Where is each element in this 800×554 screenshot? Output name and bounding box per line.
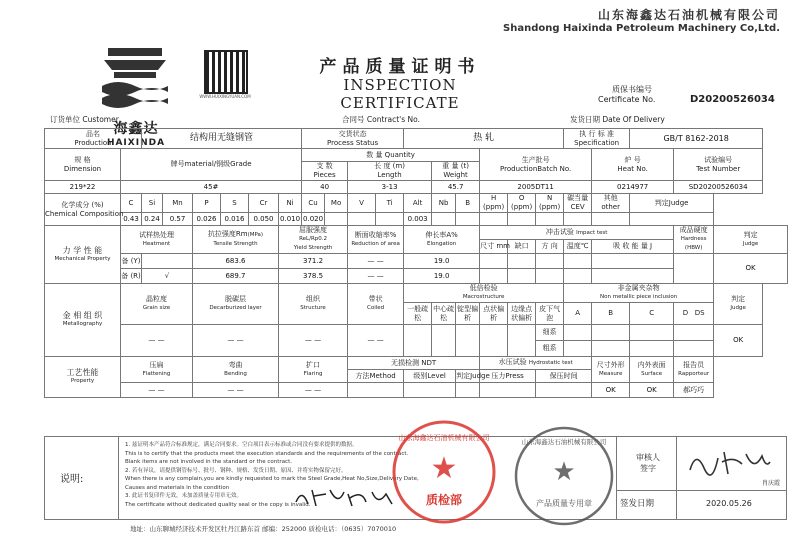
test-label: 试验编号 Test Number <box>674 149 763 181</box>
impact-cell <box>564 269 592 284</box>
chem-el: P <box>193 194 221 213</box>
chem-label: 化学成分 (%) Chemical Composition <box>45 194 121 226</box>
nm-col: A <box>564 303 592 325</box>
svg-text:★: ★ <box>430 451 458 486</box>
auditor-signature <box>684 442 774 482</box>
chem-val: 0.003 <box>404 213 432 226</box>
chem-val <box>376 213 404 226</box>
macro-val <box>508 325 536 357</box>
macro-val <box>432 325 456 357</box>
fine-label: 细系 <box>536 325 564 341</box>
certificate-table <box>44 128 788 398</box>
company-logo <box>100 46 170 116</box>
hydro-label: 水压试验 Hydrostatic test <box>480 357 592 370</box>
brand-name: 海鑫达 HAIXINDA <box>106 121 166 148</box>
chem-val <box>536 213 564 226</box>
chem-val: 0.010 <box>279 213 302 226</box>
note-line: When there is any complain,you are kindly requested to mark the Steel Grade,Heat No,Size,Delivery Date, <box>125 476 419 482</box>
chem-el: C <box>121 194 142 213</box>
chem-el: H (ppm) <box>480 194 508 213</box>
impact-dir: 方 向 <box>536 240 564 254</box>
impact-notch: 缺口 <box>508 240 536 254</box>
chem-el: B <box>456 194 480 213</box>
decarb-label: 脱碳层 Decarburized layer <box>193 284 279 325</box>
macro-label: 低倍检验 Macrostructure <box>404 284 564 303</box>
length-label: 长 度 (m) Length <box>348 162 432 181</box>
chem-val: 0.016 <box>221 213 249 226</box>
notes-divider <box>118 436 119 520</box>
heat-value: 0214977 <box>592 181 674 194</box>
quantity-label: 数 量 Quantity <box>302 149 480 162</box>
production-label: 品名 Production <box>45 129 142 149</box>
impact-cell <box>592 254 674 269</box>
heatment-label: 试样热处理 Heatment <box>121 226 193 254</box>
grain-value: — — <box>121 325 193 357</box>
ndt-method-value <box>348 383 404 398</box>
svg-text:产品质量专用章: 产品质量专用章 <box>536 499 592 508</box>
bending-label: 弯曲 Bending <box>193 357 279 383</box>
coiled-value: — — <box>348 325 404 357</box>
chem-el: O (ppm) <box>508 194 536 213</box>
process-label: 交货状态 Process Status <box>302 129 404 149</box>
cert-label-cn: 质保书编号 <box>612 85 652 94</box>
certificate-number: D20200526034 <box>690 94 775 105</box>
chem-val: 0.020 <box>302 213 325 226</box>
chem-val: 0.57 <box>163 213 193 226</box>
title-cn: 产品质量证明书 <box>319 57 481 77</box>
mech-row2-label: 备 (R) <box>121 269 142 284</box>
el-value-2: 19.0 <box>404 269 480 284</box>
metal-judge-label: 判定 Judge <box>714 284 763 325</box>
svg-text:★: ★ <box>552 457 576 487</box>
ra-value-2: — — <box>348 269 404 284</box>
bending-value: — — <box>193 383 279 398</box>
chem-el: Si <box>142 194 163 213</box>
macro-val <box>456 325 480 357</box>
note-line: The certificate without dedicated quality seal or the copy is invalid. <box>125 501 311 508</box>
chem-val: 0.24 <box>142 213 163 226</box>
batch-value: 2005DT11 <box>480 181 592 194</box>
svg-text:质检部: 质检部 <box>425 493 463 507</box>
pieces-label: 支 数 Pieces <box>302 162 348 181</box>
impact-cell <box>564 254 592 269</box>
ndt-judge: 判定Judge <box>456 370 480 383</box>
chem-el: Ti <box>376 194 404 213</box>
decarb-value: — — <box>193 325 279 357</box>
chem-val <box>325 213 348 226</box>
macro-col: 中心疏松 <box>432 303 456 325</box>
el-value-1: 19.0 <box>404 254 480 269</box>
test-value: SD20200526034 <box>674 181 763 194</box>
hydro-press-value <box>480 383 536 398</box>
length-value: 3-13 <box>348 181 432 194</box>
nm-col: D DS <box>674 303 714 325</box>
mech-check: √ <box>142 269 193 284</box>
grain-label: 晶粒度 Grain size <box>121 284 193 325</box>
chem-el: N (ppm) <box>536 194 564 213</box>
chem-val: 0.026 <box>193 213 221 226</box>
cert-label-en: Certificate No. <box>598 95 656 104</box>
nm-val <box>564 325 592 341</box>
yield-label: 屈服强度 ReL/Rp0.2 Yield Strength <box>279 226 348 254</box>
coiled-label: 带状 Coiled <box>348 284 404 325</box>
structure-label: 组织 Structure <box>279 284 348 325</box>
impact-cell <box>592 269 674 284</box>
auditor-label: 审核人 签字 <box>636 453 660 473</box>
chem-val <box>432 213 456 226</box>
auditor-name: 肖庆霞 <box>762 480 781 487</box>
ceq-label: 碳当量 CEV <box>564 194 592 213</box>
svg-text:山东海鑫达石油机械有限公司: 山东海鑫达石油机械有限公司 <box>398 434 490 442</box>
batch-label: 生产批号 ProductionBatch No. <box>480 149 592 181</box>
production-value: 结构用无缝钢管 <box>142 129 302 149</box>
flaring-value: — — <box>279 383 348 398</box>
weight-label: 重 量 (t) Weight <box>432 162 480 181</box>
ys-value-1: 371.2 <box>279 254 348 269</box>
surface-value: OK <box>630 383 674 398</box>
chem-val <box>348 213 376 226</box>
issue-date-label: 签发日期 <box>620 499 655 509</box>
impact-cell <box>508 269 536 284</box>
chem-el: S <box>221 194 249 213</box>
grade-value: 45# <box>121 181 302 194</box>
chem-el: Alt <box>404 194 432 213</box>
impact-cell <box>508 254 536 269</box>
impact-cell <box>536 254 564 269</box>
metal-label: 金 相 组 织 Metallography <box>45 284 121 357</box>
macro-col: 锭型偏析 <box>456 303 480 325</box>
size-value: 219*22 <box>45 181 121 194</box>
nm-val <box>592 325 630 341</box>
ra-value-1: — — <box>348 254 404 269</box>
sign-divider <box>616 436 617 520</box>
hardness-value <box>674 254 714 284</box>
ts-value-2: 689.7 <box>193 269 279 284</box>
spec-value: GB/T 8162-2018 <box>630 129 763 149</box>
impact-cell <box>536 269 564 284</box>
delivery-label: 发货日期 Date Of Delivery <box>570 115 665 124</box>
hardness-label: 成品硬度 Hardness (HBW) <box>674 226 714 254</box>
nm-val <box>592 341 630 357</box>
chem-el: Cu <box>302 194 325 213</box>
contract-label: 合同号 Contract's No. <box>342 115 420 124</box>
ts-value-1: 683.6 <box>193 254 279 269</box>
rapporteur-value: 郝巧巧 <box>674 383 714 398</box>
ndt-label: 无损检测 NDT <box>348 357 480 370</box>
nm-val <box>674 325 714 341</box>
chem-val <box>508 213 536 226</box>
nm-val <box>630 325 674 341</box>
hydro-time-value <box>536 383 592 398</box>
note-line: Causes and materials in the condition <box>125 484 230 491</box>
tensile-label: 抗拉强度Rm(MPa) Tensile Strength <box>193 226 279 254</box>
chem-el: Cr <box>249 194 279 213</box>
nonmetal-label: 非金属夹杂物 Non metallic piece inclusion <box>564 284 714 303</box>
coarse-label: 粗系 <box>536 341 564 357</box>
impact-label: 冲击试验 Impact test <box>480 226 674 240</box>
mech-judge-value: OK <box>714 254 788 284</box>
notes-label: 说明: <box>60 474 84 485</box>
process-value: 热 轧 <box>404 129 564 149</box>
company-name-en: Shandong Haixinda Petroleum Machinery Co,Ltd. <box>503 23 780 34</box>
structure-value: — — <box>279 325 348 357</box>
macro-val <box>404 325 432 357</box>
metal-judge-value: OK <box>714 325 763 357</box>
customer-label: 订货单位 Customer <box>50 115 119 124</box>
footer-address: 地址：山东聊城经济技术开发区牡丹江路东首 邮编：252000 质检电话：（0635）7070010 <box>130 525 397 533</box>
impact-temp: 温度℃ <box>564 240 592 254</box>
chem-val <box>456 213 480 226</box>
chem-val: 0.43 <box>121 213 142 226</box>
heat-label: 炉 号 Heat No. <box>592 149 674 181</box>
mech-judge-label: 判定 Judge <box>714 226 788 254</box>
company-name-cn: 山东海鑫达石油机械有限公司 <box>597 8 780 22</box>
chem-judge-label: 判定Judge <box>630 194 714 213</box>
measure-label: 尺寸外形 Measure <box>592 357 630 383</box>
macro-col: 皮下气泡 <box>536 303 564 325</box>
mech-label: 力 学 性 能 Mechanical Property <box>45 226 121 284</box>
dimension-label: 规 格 Dimension <box>45 149 121 181</box>
chem-el: Mn <box>163 194 193 213</box>
quality-stamp <box>390 418 498 526</box>
note-line: 3. 此证书复印件无效，未加盖质量专用章无效。 <box>125 493 242 499</box>
issue-date: 2020.05.26 <box>706 499 752 508</box>
ndt-method: 方法Method <box>348 370 404 383</box>
nm-val <box>674 341 714 357</box>
pieces-value: 40 <box>302 181 348 194</box>
hydro-time: 保压时间 <box>536 370 592 383</box>
svg-text:山东海鑫达石油机械有限公司: 山东海鑫达石油机械有限公司 <box>521 438 607 446</box>
ys-value-2: 378.5 <box>279 269 348 284</box>
weight-value: 45.7 <box>432 181 480 194</box>
ndt-level: 级别Level <box>404 370 456 383</box>
note-line: This is to certify that the products meet the execution standards and the requirements of the contract. <box>125 450 409 457</box>
impact-energy: 吸 收 能 量 J <box>592 240 674 254</box>
nm-val <box>564 341 592 357</box>
macro-col: 点状偏析 <box>480 303 508 325</box>
ndt-judge-value <box>456 383 480 398</box>
grade-label: 牌号material/钢级Grade <box>121 149 302 181</box>
other-value <box>592 213 630 226</box>
ceq-value <box>564 213 592 226</box>
mech-row1-heat <box>142 254 193 269</box>
hydro-press: 压力Press <box>480 370 536 383</box>
macro-col: 边缘点状偏析 <box>508 303 536 325</box>
title-en: INSPECTION CERTIFICATE <box>340 76 460 112</box>
nm-col: B <box>592 303 630 325</box>
chem-val: 0.050 <box>249 213 279 226</box>
process-prop-label: 工艺性能 Property <box>45 357 121 398</box>
flattening-value: — — <box>121 383 193 398</box>
macro-val <box>480 325 508 357</box>
impact-cell <box>480 269 508 284</box>
note-line: Blank items are not involved in the standard or the contract. <box>125 459 292 465</box>
nm-col: C <box>630 303 674 325</box>
rapporteur-label: 报告员 Rapporteur <box>674 357 714 383</box>
note-line: 1. 兹证明本产品符合标准规定，满足合同要求。空白项目表示标准或合同没有要求提供的数据。 <box>125 442 358 448</box>
sign-vline <box>676 436 677 520</box>
spec-label: 执 行 标 准 Specification <box>564 129 630 149</box>
reduction-label: 断面收缩率% Reduction of area <box>348 226 404 254</box>
flattening-label: 压扁 Flattening <box>121 357 193 383</box>
impact-size: 尺寸 mm <box>480 240 508 254</box>
qr-code <box>204 50 248 94</box>
macro-col: 一般疏松 <box>404 303 432 325</box>
product-quality-seal <box>512 424 616 528</box>
chem-el: Mo <box>325 194 348 213</box>
chem-el: Ni <box>279 194 302 213</box>
elongation-label: 伸长率A% Elongation <box>404 226 480 254</box>
sign-hline <box>616 490 787 491</box>
nm-val <box>630 341 674 357</box>
mech-row1-label: 备 (Y) <box>121 254 142 269</box>
chem-el: Nb <box>432 194 456 213</box>
flaring-label: 扩口 Flaring <box>279 357 348 383</box>
chem-val <box>480 213 508 226</box>
ndt-level-value <box>404 383 456 398</box>
measure-value: OK <box>592 383 630 398</box>
surface-label: 内外表面 Surface <box>630 357 674 383</box>
other-label: 其他 other <box>592 194 630 213</box>
inspector-signature <box>292 484 402 510</box>
chem-el: V <box>348 194 376 213</box>
impact-cell <box>480 254 508 269</box>
qr-caption: WWW.HUIXINGYUAN.COM <box>199 94 251 99</box>
note-line: 2. 若有异议，请提供钢管标号、批号、钢种、规格、发货日期、原因、并将实物保留完好。 <box>125 467 347 474</box>
chem-judge-value <box>630 213 714 226</box>
